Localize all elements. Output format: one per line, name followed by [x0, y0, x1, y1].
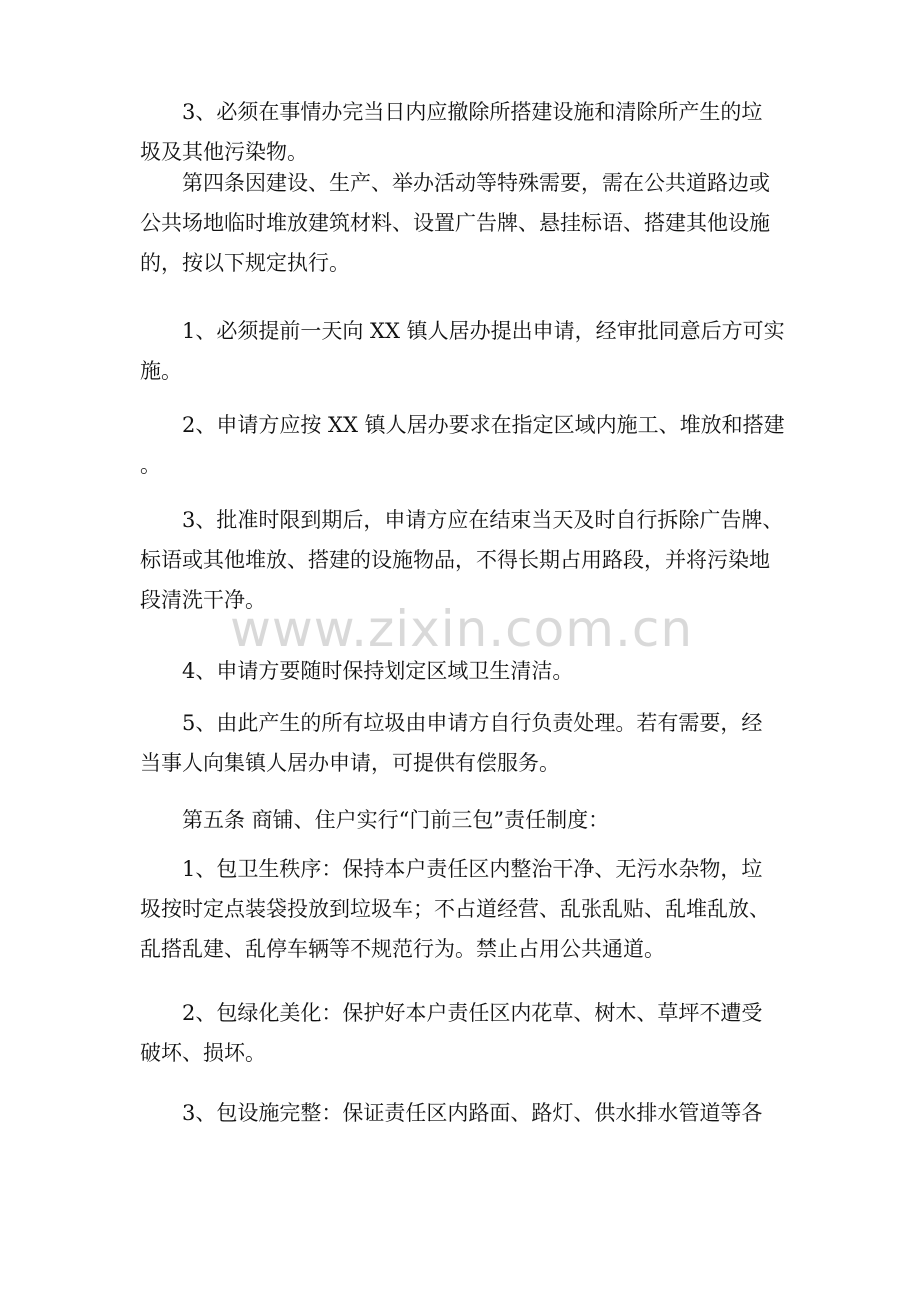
text-line: 3、必须在事情办完当日内应撤除所搭建设施和清除所产生的垃 — [182, 100, 763, 124]
text-line: 4、申请方要随时保持划定区域卫生清洁。 — [182, 659, 574, 683]
text-line: 2、申请方应按 XX 镇人居办要求在指定区域内施工、堆放和搭建 — [182, 413, 785, 437]
text-line: 3、批准时限到期后，申请方应在结束当天及时自行拆除广告牌、 — [182, 508, 784, 532]
text-line: 的，按以下规定执行。 — [140, 251, 350, 275]
text-line: 1、必须提前一天向 XX 镇人居办提出申请，经审批同意后方可实 — [182, 319, 785, 343]
paragraph-article-5 — [140, 800, 780, 840]
text-line: 2、包绿化美化：保护好本户责任区内花草、树木、草坪不遭受 — [182, 1001, 763, 1025]
paragraph-4-5 — [140, 703, 780, 783]
paragraph-3-cleanup — [140, 92, 780, 172]
text-line: 圾及其他污染物。 — [140, 140, 308, 164]
paragraph-5-1 — [140, 849, 780, 969]
text-line: 5、由此产生的所有垃圾由申请方自行负责处理。若有需要，经 — [182, 711, 763, 735]
paragraph-5-3 — [140, 1093, 780, 1133]
text-line: 3、包设施完整：保证责任区内路面、路灯、供水排水管道等各 — [182, 1101, 763, 1125]
text-line: 段清洗干净。 — [140, 588, 266, 612]
paragraph-4-1 — [140, 311, 785, 391]
text-line: 第四条因建设、生产、举办活动等特殊需要，需在公共道路边或 — [182, 171, 770, 195]
text-line: 乱搭乱建、乱停车辆等不规范行为。禁止占用公共通道。 — [140, 937, 665, 961]
text-line: 破坏、损坏。 — [140, 1041, 266, 1065]
text-line: 当事人向集镇人居办申请，可提供有偿服务。 — [140, 751, 560, 775]
watermark: www.zixin.com.cn — [230, 600, 694, 658]
text-line: 标语或其他堆放、搭建的设施物品，不得长期占用路段，并将污染地 — [140, 548, 770, 572]
text-line: 。 — [140, 453, 161, 477]
text-line: 1、包卫生秩序：保持本户责任区内整治干净、无污水杂物，垃 — [182, 857, 763, 881]
paragraph-5-2 — [140, 993, 780, 1073]
text-line: 第五条 商铺、住户实行“门前三包”责任制度： — [182, 808, 610, 832]
text-line: 公共场地临时堆放建筑材料、设置广告牌、悬挂标语、搭建其他设施 — [140, 211, 770, 235]
paragraph-article-4 — [140, 163, 780, 283]
text-line: 圾按时定点装袋投放到垃圾车；不占道经营、乱张乱贴、乱堆乱放、 — [140, 897, 770, 921]
paragraph-4-2 — [140, 405, 785, 485]
text-line: 施。 — [140, 359, 182, 383]
